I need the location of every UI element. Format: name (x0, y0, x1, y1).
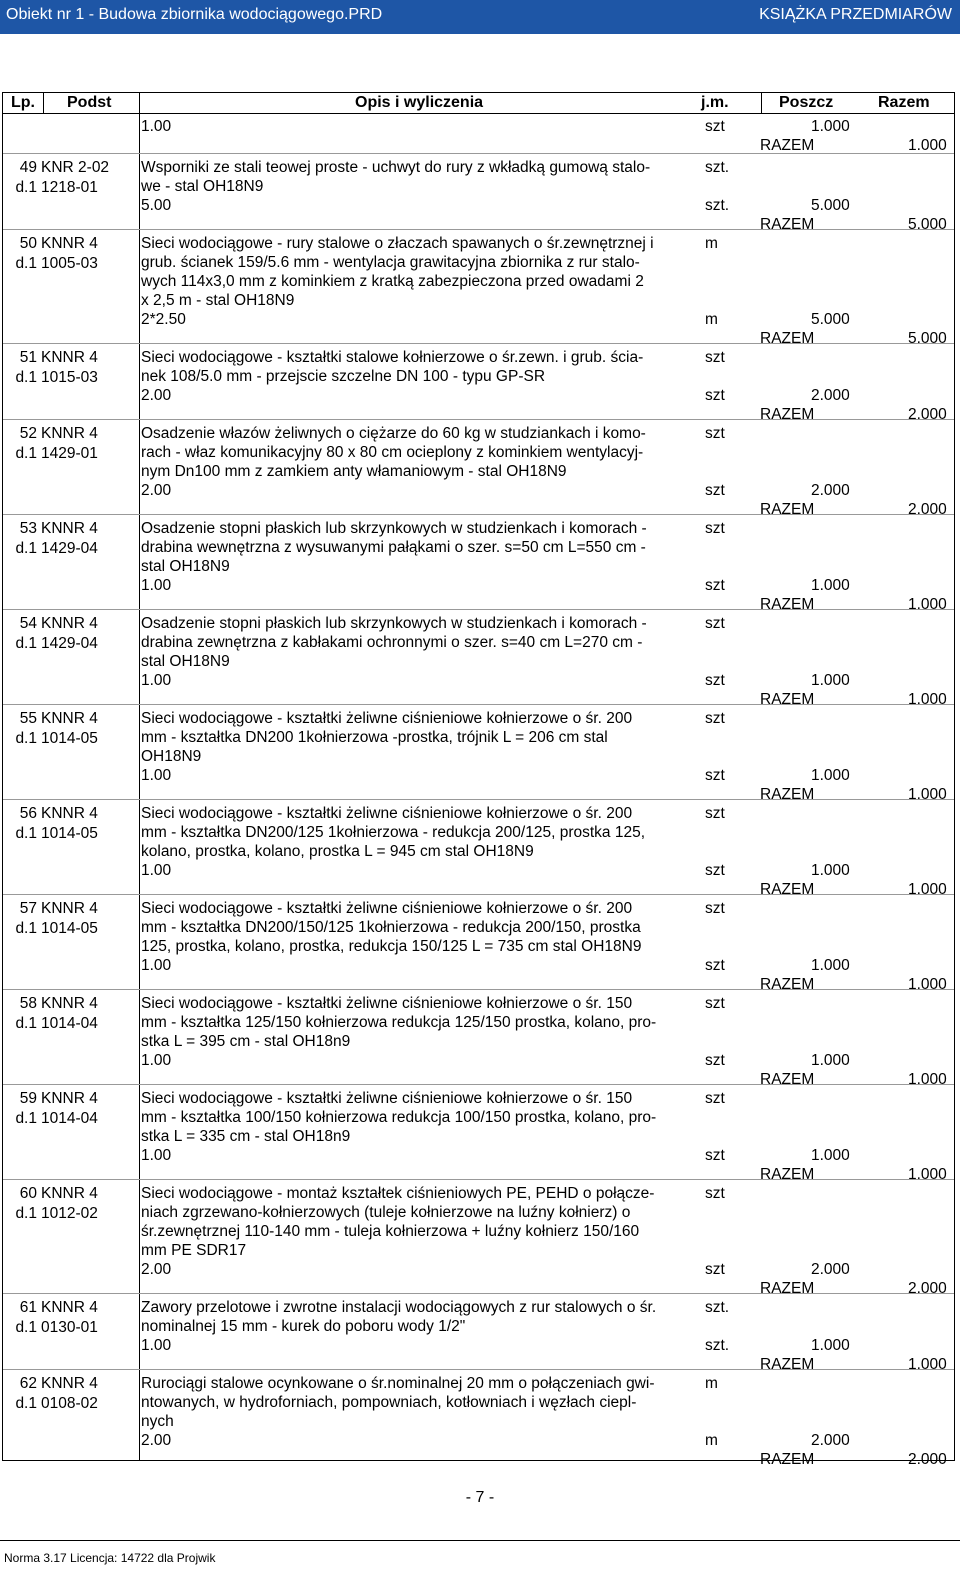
item-description-line: Sieci wodociągowe - kształtki żeliwne ciśnieniowe kołnierzowe o śr. 200 (141, 710, 633, 727)
item-code-position: 1014-04 (41, 1110, 98, 1127)
item-code-catalog: KNNR 4 (41, 349, 98, 366)
item-unit: szt (705, 710, 725, 727)
item-description-line: nek 108/5.0 mm - przejscie szczelne DN 100 - typu GP-SR (141, 368, 546, 385)
item-code-position: 1429-04 (41, 540, 98, 557)
item-description-line: mm - kształtka 100/150 kołnierzowa redukcja 100/150 prostka, kolano, pro- (141, 1109, 657, 1126)
item-code-position: 1218-01 (41, 179, 98, 196)
item-unit: szt. (705, 159, 730, 176)
item-description-line: Wsporniki ze stali teowej proste - uchwyt do rury z wkładką gumową stalo- (141, 159, 651, 176)
item-quantity-unit: szt (705, 577, 725, 594)
item-razem-label: RAZEM (760, 786, 815, 803)
item-description-line: Sieci wodociągowe - rury stalowe o złaczach spawanych o śr.zewnętrznej i (141, 235, 654, 252)
item-separator (3, 514, 954, 515)
item-description-line: Sieci wodociągowe - kształtki żeliwne ciśnieniowe kołnierzowe o śr. 200 (141, 900, 633, 917)
item-razem-label: RAZEM (760, 596, 815, 613)
item-quantity-value: 1.000 (811, 957, 850, 974)
item-number: 56 (19, 805, 37, 822)
item-description-line: Sieci wodociągowe - kształtki żeliwne ciśnieniowe kołnierzowe o śr. 200 (141, 805, 633, 822)
item-subnumber: d.1 (15, 179, 37, 196)
item-separator (3, 229, 954, 230)
item-code-position: 1012-02 (41, 1205, 98, 1222)
item-unit: m (705, 235, 718, 252)
item-number: 52 (19, 425, 37, 442)
item-quantity-formula: 2.00 (141, 1432, 172, 1449)
item-code-position: 0130-01 (41, 1319, 98, 1336)
item-code-catalog: KNNR 4 (41, 615, 98, 632)
item-razem-value: 1.000 (908, 976, 947, 993)
carry-razem: 1.000 (908, 137, 947, 154)
item-unit: szt (705, 1185, 725, 1202)
item-quantity-unit: szt (705, 672, 725, 689)
item-subnumber: d.1 (15, 1110, 37, 1127)
item-quantity-formula: 1.00 (141, 1337, 172, 1354)
item-code-position: 0108-02 (41, 1395, 98, 1412)
item-separator (3, 894, 954, 895)
item-subnumber: d.1 (15, 540, 37, 557)
item-description-line: stka L = 335 cm - stal OH18n9 (141, 1128, 351, 1145)
item-unit: szt (705, 349, 725, 366)
item-quantity-value: 2.000 (811, 387, 850, 404)
item-razem-value: 1.000 (908, 596, 947, 613)
item-razem-value: 5.000 (908, 216, 947, 233)
item-razem-label: RAZEM (760, 1280, 815, 1297)
item-razem-label: RAZEM (760, 1166, 815, 1183)
header-section: KSIĄŻKA PRZEDMIARÓW (759, 6, 952, 23)
item-code-catalog: KNNR 4 (41, 1375, 98, 1392)
item-separator (3, 153, 954, 154)
item-quantity-formula: 1.00 (141, 672, 172, 689)
table-header (2, 92, 955, 114)
license-text: Norma 3.17 Licencja: 14722 dla Projwik (4, 1551, 216, 1565)
item-code-catalog: KNNR 4 (41, 1090, 98, 1107)
item-description-line: mm PE SDR17 (141, 1242, 247, 1259)
item-quantity-unit: szt (705, 1261, 725, 1278)
item-quantity-unit: szt. (705, 1337, 730, 1354)
item-description-line: Osadzenie włazów żeliwnych o ciężarze do 60 kg w studziankach i komo- (141, 425, 646, 442)
item-number: 61 (19, 1299, 37, 1316)
item-description-line: grub. ścianek 159/5.6 mm - wentylacja grawitacyjna zbiornika z rur stalo- (141, 254, 640, 271)
item-code-catalog: KNNR 4 (41, 1299, 98, 1316)
measurement-table (2, 113, 955, 1468)
item-subnumber: d.1 (15, 1319, 37, 1336)
item-description-line: stka L = 395 cm - stal OH18n9 (141, 1033, 351, 1050)
item-razem-label: RAZEM (760, 1451, 815, 1468)
col-jm: j.m. (701, 94, 729, 111)
carry-qty: 1.00 (141, 118, 172, 135)
item-description-line: nym Dn100 mm z zamkiem anty włamaniowym - stal OH18N9 (141, 463, 567, 480)
item-unit: szt (705, 425, 725, 442)
item-code-position: 1429-01 (41, 445, 98, 462)
item-quantity-value: 5.000 (811, 197, 850, 214)
item-description-line: mm - kształtka DN200/150/125 1kołnierzowa - redukcja 200/150, prostka (141, 919, 641, 936)
item-code-position: 1429-04 (41, 635, 98, 652)
item-razem-label: RAZEM (760, 501, 815, 518)
item-description-line: x 2,5 m - stal OH18N9 (141, 292, 295, 309)
item-number: 58 (19, 995, 37, 1012)
item-code-position: 1014-05 (41, 825, 98, 842)
item-razem-label: RAZEM (760, 406, 815, 423)
item-razem-value: 1.000 (908, 786, 947, 803)
col-podst: Podst (67, 94, 112, 111)
item-number: 49 (19, 159, 37, 176)
item-code-catalog: KNNR 4 (41, 805, 98, 822)
item-number: 54 (19, 615, 37, 632)
item-quantity-formula: 1.00 (141, 767, 172, 784)
item-razem-value: 2.000 (908, 1451, 947, 1468)
item-subnumber: d.1 (15, 255, 37, 272)
item-description-line: 125, prostka, kolano, prostka, redukcja 150/125 L = 735 cm stal OH18N9 (141, 938, 642, 955)
item-code-catalog: KNNR 4 (41, 710, 98, 727)
item-quantity-value: 5.000 (811, 311, 850, 328)
item-quantity-formula: 2.00 (141, 482, 172, 499)
item-description-line: OH18N9 (141, 748, 202, 765)
item-description-line: nych (141, 1413, 174, 1430)
item-unit: szt (705, 805, 725, 822)
item-quantity-formula: 2.00 (141, 387, 172, 404)
item-quantity-value: 1.000 (811, 862, 850, 879)
item-subnumber: d.1 (15, 1395, 37, 1412)
item-description-line: mm - kształtka DN200/125 1kołnierzowa - redukcja 200/125, prostka 125, (141, 824, 645, 841)
item-number: 55 (19, 710, 37, 727)
item-quantity-value: 1.000 (811, 1337, 850, 1354)
item-code-position: 1005-03 (41, 255, 98, 272)
item-code-position: 1015-03 (41, 369, 98, 386)
item-quantity-formula: 1.00 (141, 577, 172, 594)
item-razem-value: 1.000 (908, 881, 947, 898)
item-quantity-formula: 1.00 (141, 1052, 172, 1069)
item-description-line: Sieci wodociągowe - kształtki stalowe kołnierzowe o śr.zewn. i grub. ścia- (141, 349, 644, 366)
item-description-line: niach zgrzewano-kołnierzowych (tuleje kołnierzowe na luźny kołnierz) o (141, 1204, 631, 1221)
item-quantity-unit: szt (705, 387, 725, 404)
item-razem-label: RAZEM (760, 691, 815, 708)
item-quantity-unit: szt (705, 862, 725, 879)
item-quantity-unit: szt (705, 957, 725, 974)
item-razem-label: RAZEM (760, 330, 815, 347)
item-description-line: stal OH18N9 (141, 653, 230, 670)
item-razem-label: RAZEM (760, 1356, 815, 1373)
item-quantity-formula: 2*2.50 (141, 311, 186, 328)
col-poszcz: Poszcz (779, 94, 834, 111)
item-description-line: Zawory przelotowe i zwrotne instalacji wodociągowych z rur stalowych o śr. (141, 1299, 657, 1316)
item-code-position: 1014-04 (41, 1015, 98, 1032)
item-separator (3, 1369, 954, 1370)
item-quantity-formula: 5.00 (141, 197, 172, 214)
item-number: 57 (19, 900, 37, 917)
item-description-line: drabina wewnętrzna z wysuwanymi pałąkami o szer. s=50 cm L=550 cm - (141, 539, 646, 556)
item-quantity-value: 2.000 (811, 482, 850, 499)
item-separator (3, 419, 954, 420)
item-unit: szt (705, 995, 725, 1012)
item-code-catalog: KNNR 4 (41, 900, 98, 917)
item-description-line: we - stal OH18N9 (141, 178, 264, 195)
item-razem-value: 1.000 (908, 1356, 947, 1373)
item-code-catalog: KNR 2-02 (41, 159, 110, 176)
item-code-catalog: KNNR 4 (41, 1185, 98, 1202)
item-unit: szt. (705, 1299, 730, 1316)
item-quantity-formula: 1.00 (141, 1147, 172, 1164)
item-separator (3, 1293, 954, 1294)
header-title: Obiekt nr 1 - Budowa zbiornika wodociągowego.PRD (6, 6, 383, 23)
item-quantity-unit: szt (705, 1052, 725, 1069)
item-description-line: drabina zewnętrzna z kabłakami ochronnymi o szer. s=40 cm L=270 cm - (141, 634, 643, 651)
item-quantity-unit: szt (705, 1147, 725, 1164)
item-subnumber: d.1 (15, 445, 37, 462)
item-separator (3, 1084, 954, 1085)
item-unit: szt (705, 615, 725, 632)
item-code-catalog: KNNR 4 (41, 425, 98, 442)
item-razem-value: 1.000 (908, 1071, 947, 1088)
item-subnumber: d.1 (15, 825, 37, 842)
item-razem-value: 1.000 (908, 691, 947, 708)
item-number: 50 (19, 235, 37, 252)
item-number: 60 (19, 1185, 37, 1202)
item-razem-label: RAZEM (760, 216, 815, 233)
item-quantity-unit: szt (705, 767, 725, 784)
item-quantity-unit: szt. (705, 197, 730, 214)
item-separator (3, 343, 954, 344)
item-number: 53 (19, 520, 37, 537)
item-quantity-formula: 2.00 (141, 1261, 172, 1278)
item-separator (3, 799, 954, 800)
item-unit: szt (705, 900, 725, 917)
item-quantity-value: 1.000 (811, 577, 850, 594)
carry-value: 1.000 (811, 118, 850, 135)
item-quantity-formula: 1.00 (141, 862, 172, 879)
item-subnumber: d.1 (15, 1205, 37, 1222)
item-subnumber: d.1 (15, 635, 37, 652)
item-quantity-value: 1.000 (811, 672, 850, 689)
item-quantity-unit: szt (705, 482, 725, 499)
item-subnumber: d.1 (15, 920, 37, 937)
item-description-line: wych 114x3,0 mm z kominkiem z kratką zabezpieczona przed owadami 2 (141, 273, 644, 290)
carry-razem-label: RAZEM (760, 137, 815, 154)
item-quantity-unit: m (705, 1432, 718, 1449)
item-number: 59 (19, 1090, 37, 1107)
item-unit: m (705, 1375, 718, 1392)
item-description-line: Sieci wodociągowe - montaż kształtek ciśnieniowych PE, PEHD o połącze- (141, 1185, 655, 1202)
item-description-line: mm - kształtka 125/150 kołnierzowa redukcja 125/150 prostka, kolano, pro- (141, 1014, 657, 1031)
item-description-line: Osadzenie stopni płaskich lub skrzynkowych w studzienkach i komorach - (141, 615, 647, 632)
item-number: 62 (19, 1375, 37, 1392)
item-description-line: Osadzenie stopni płaskich lub skrzynkowych w studzienkach i komorach - (141, 520, 647, 537)
item-description-line: Sieci wodociągowe - kształtki żeliwne ciśnieniowe kołnierzowe o śr. 150 (141, 1090, 633, 1107)
item-code-catalog: KNNR 4 (41, 235, 98, 252)
item-quantity-value: 2.000 (811, 1261, 850, 1278)
item-quantity-formula: 1.00 (141, 957, 172, 974)
item-description-line: kolano, prostka, kolano, prostka L = 945 cm stal OH18N9 (141, 843, 534, 860)
item-code-catalog: KNNR 4 (41, 995, 98, 1012)
item-description-line: Rurociągi stalowe ocynkowane o śr.nominalnej 20 mm o połączeniach gwi- (141, 1375, 655, 1392)
carry-unit: szt (705, 118, 725, 135)
item-razem-value: 2.000 (908, 406, 947, 423)
item-code-position: 1014-05 (41, 730, 98, 747)
item-razem-label: RAZEM (760, 1071, 815, 1088)
item-quantity-value: 1.000 (811, 767, 850, 784)
item-description-line: stal OH18N9 (141, 558, 230, 575)
item-description-line: mm - kształtka DN200 1kołnierzowa -prostka, trójnik L = 206 cm stal (141, 729, 608, 746)
col-opis: Opis i wyliczenia (355, 94, 484, 111)
item-description-line: śr.zewnętrznej 110-140 mm - tuleja kołnierzowa + luźny kołnierz 150/160 (141, 1223, 640, 1240)
item-unit: szt (705, 520, 725, 537)
item-code-position: 1014-05 (41, 920, 98, 937)
item-razem-label: RAZEM (760, 881, 815, 898)
item-separator (3, 704, 954, 705)
item-subnumber: d.1 (15, 730, 37, 747)
item-subnumber: d.1 (15, 369, 37, 386)
col-razem: Razem (878, 94, 930, 111)
item-separator (3, 609, 954, 610)
page-number: - 7 - (465, 1489, 495, 1506)
item-description-line: ntowanych, w hydroforniach, pompowniach, kotłowniach i węzłach ciepl- (141, 1394, 637, 1411)
item-quantity-value: 1.000 (811, 1052, 850, 1069)
item-razem-value: 2.000 (908, 1280, 947, 1297)
item-description-line: Sieci wodociągowe - kształtki żeliwne ciśnieniowe kołnierzowe o śr. 150 (141, 995, 633, 1012)
item-separator (3, 989, 954, 990)
item-quantity-value: 1.000 (811, 1147, 850, 1164)
item-description-line: nominalnej 15 mm - kurek do poboru wody 1/2" (141, 1318, 466, 1335)
col-lp: Lp. (11, 94, 35, 111)
item-quantity-unit: m (705, 311, 718, 328)
item-quantity-value: 2.000 (811, 1432, 850, 1449)
item-number: 51 (19, 349, 37, 366)
item-subnumber: d.1 (15, 1015, 37, 1032)
document-header (0, 0, 960, 34)
item-razem-label: RAZEM (760, 976, 815, 993)
footer-divider (0, 1540, 960, 1541)
item-code-catalog: KNNR 4 (41, 520, 98, 537)
item-unit: szt (705, 1090, 725, 1107)
item-razem-value: 2.000 (908, 501, 947, 518)
item-separator (3, 1179, 954, 1180)
item-razem-value: 1.000 (908, 1166, 947, 1183)
item-razem-value: 5.000 (908, 330, 947, 347)
item-description-line: rach - właz komunikacyjny 80 x 80 cm ocieplony z kominkiem wentylacyj- (141, 444, 644, 461)
